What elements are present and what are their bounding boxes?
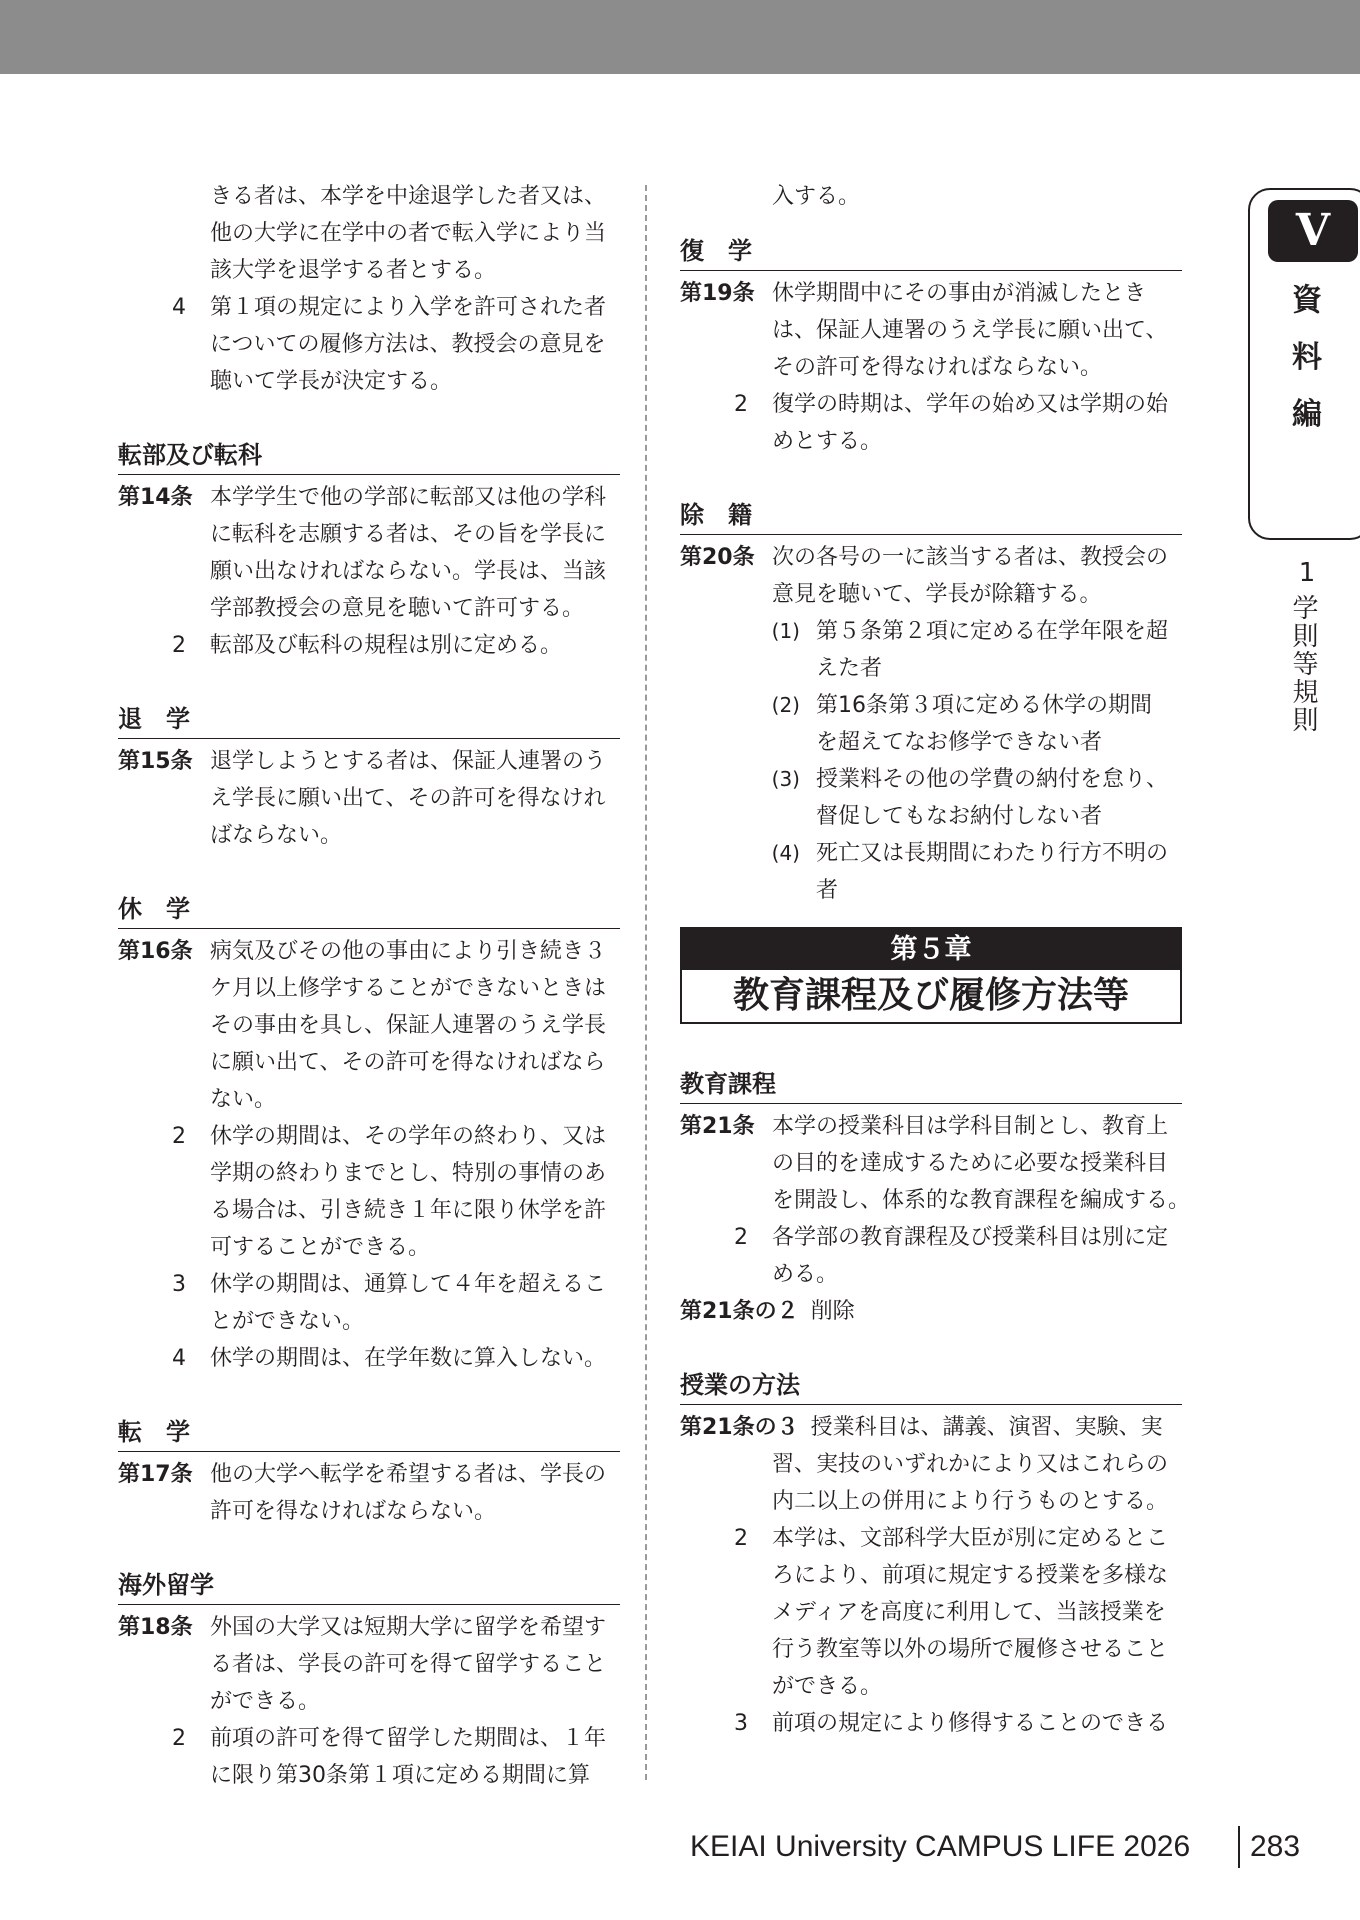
- text-line: 行う教室等以外の場所で履修させること: [772, 1637, 1169, 1662]
- text-line: メディアを高度に利用して、当該授業を: [772, 1600, 1166, 1625]
- text-line: ばならない。: [210, 823, 343, 848]
- text-line: 意見を聴いて、学長が除籍する。: [772, 582, 1102, 607]
- text-line: ない。: [210, 1087, 277, 1112]
- paragraph-number: 2: [734, 1225, 748, 1250]
- text-line: 者: [816, 878, 839, 903]
- text-line: きる者は、本学を中途退学した者又は、: [210, 184, 607, 209]
- article-label: 第19条: [680, 281, 755, 306]
- text-line: 他の大学へ転学を希望する者は、学長の: [210, 1462, 607, 1487]
- text-line: 授業料その他の学費の納付を怠り、: [816, 767, 1169, 792]
- article-label: 第15条: [118, 749, 193, 774]
- section-heading: 休 学: [118, 891, 620, 929]
- text-line: に願い出て、その許可を得なければなら: [210, 1050, 606, 1075]
- text-line: 各学部の教育課程及び授業科目は別に定: [772, 1225, 1169, 1250]
- text-line: は、保証人連署のうえ学長に願い出て、: [772, 318, 1168, 343]
- text-line: の目的を達成するために必要な授業科目: [772, 1151, 1169, 1176]
- text-line: 第５条第２項に定める在学年限を超: [816, 619, 1169, 644]
- text-line: 休学の期間は、その学年の終わり、又は: [210, 1124, 607, 1149]
- item-number: (3): [771, 767, 800, 791]
- article-label: 第14条: [118, 485, 193, 510]
- top-header-bar: [0, 0, 1360, 74]
- text-line: 内二以上の併用により行うものとする。: [772, 1489, 1169, 1514]
- text-line: 転部及び転科の規程は別に定める。: [210, 633, 563, 658]
- text-line: 習、実技のいずれかにより又はこれらの: [772, 1452, 1169, 1477]
- text-line: 願い出なければならない。学長は、当該: [210, 559, 607, 584]
- side-tab-char: 編: [1292, 397, 1322, 432]
- paragraph-number: 2: [172, 1124, 186, 1149]
- item-number: (4): [771, 841, 800, 865]
- text-line: その許可を得なければならない。: [772, 355, 1103, 380]
- text-line: に転科を志願する者は、その旨を学長に: [210, 522, 607, 547]
- article-label: 第21条: [680, 1114, 755, 1139]
- text-line: 病気及びその他の事由により引き続き３: [210, 939, 607, 964]
- text-line: え学長に願い出て、その許可を得なけれ: [210, 786, 606, 811]
- text-line: 許可を得なければならない。: [210, 1499, 497, 1524]
- text-line: める。: [772, 1262, 839, 1287]
- article-label: 第21条の３: [680, 1415, 799, 1440]
- text-line: を超えてなお修学できない者: [816, 730, 1103, 755]
- text-line: 死亡又は長期間にわたり行方不明の: [816, 841, 1169, 866]
- text-line: ろにより、前項に規定する授業を多様な: [772, 1563, 1169, 1588]
- section-heading: 転部及び転科: [118, 437, 620, 475]
- text-line: 次の各号の一に該当する者は、教授会の: [772, 545, 1169, 570]
- footer-separator: [1238, 1826, 1240, 1868]
- section-heading: 授業の方法: [680, 1367, 1182, 1405]
- chapter-box: [680, 927, 1182, 1024]
- section-badge: V: [1268, 200, 1358, 262]
- side-tab-char: 資: [1292, 283, 1322, 318]
- right-column: [680, 178, 1191, 1742]
- item-number: (2): [771, 693, 800, 717]
- text-line: 学部教授会の意見を聴いて許可する。: [210, 596, 585, 621]
- section-heading: 復 学: [680, 233, 1182, 271]
- section-heading: 退 学: [118, 701, 620, 739]
- text-line: る者は、学長の許可を得て留学すること: [210, 1652, 607, 1677]
- text-line: ケ月以上修学することができないときは: [210, 976, 607, 1001]
- page-number: 283: [1250, 1830, 1301, 1863]
- text-line: 休学期間中にその事由が消滅したとき: [772, 281, 1147, 306]
- column-divider: [645, 185, 647, 1780]
- text-line: 他の大学に在学中の者で転入学により当: [210, 221, 607, 246]
- article-label: 第20条: [680, 545, 755, 570]
- chapter-title: 教育課程及び履修方法等: [732, 975, 1129, 1016]
- text-line: 退学しようとする者は、保証人連署のう: [210, 749, 607, 774]
- paragraph-number: 2: [734, 392, 748, 417]
- text-line: その事由を具し、保証人連署のうえ学長: [210, 1013, 607, 1038]
- paragraph-number: 2: [172, 1726, 186, 1751]
- article-label: 第21条の２: [680, 1299, 799, 1324]
- text-line: とができない。: [210, 1309, 365, 1334]
- text-line: 第16条第３項に定める休学の期間: [816, 693, 1152, 718]
- text-line: めとする。: [772, 429, 883, 454]
- text-line: 聴いて学長が決定する。: [210, 369, 453, 394]
- text-line: に限り第30条第１項に定める期間に算: [210, 1763, 590, 1788]
- paragraph-number: 3: [734, 1711, 748, 1736]
- text-line: 可することができる。: [210, 1235, 431, 1260]
- section-heading: 教育課程: [680, 1066, 1182, 1104]
- text-line: 督促してもなお納付しない者: [816, 804, 1103, 829]
- paragraph-number: 2: [172, 633, 186, 658]
- text-line: 外国の大学又は短期大学に留学を希望す: [210, 1615, 607, 1640]
- paragraph-number: 4: [172, 1346, 186, 1371]
- text-line: 本学は、文部科学大臣が別に定めるとこ: [772, 1526, 1169, 1551]
- text-line: についての履修方法は、教授会の意見を: [210, 332, 606, 357]
- text-line: 復学の時期は、学年の始め又は学期の始: [772, 392, 1169, 417]
- chapter-number: 第５章: [682, 929, 1180, 970]
- side-tab-char: 料: [1292, 340, 1322, 375]
- item-number: (1): [771, 619, 800, 643]
- text-line: えた者: [816, 656, 883, 681]
- section-heading: 除 籍: [680, 497, 1182, 535]
- paragraph-number: 2: [734, 1526, 748, 1551]
- article-label: 第16条: [118, 939, 193, 964]
- article-label: 第18条: [118, 1615, 193, 1640]
- text-line: 前項の規定により修得することのできる: [772, 1711, 1169, 1736]
- section-heading: 海外留学: [118, 1567, 620, 1605]
- paragraph-number: 3: [172, 1272, 186, 1297]
- text-line: 入する。: [772, 184, 861, 209]
- left-column: [118, 178, 620, 1794]
- text-line: 本学学生で他の学部に転部又は他の学科: [210, 485, 607, 510]
- text-line: を開設し、体系的な教育課程を編成する。: [772, 1188, 1191, 1213]
- section-heading: 転 学: [118, 1414, 620, 1452]
- text-line: 該大学を退学する者とする。: [210, 258, 497, 283]
- text-line: 休学の期間は、在学年数に算入しない。: [210, 1346, 607, 1371]
- text-line: 学期の終わりまでとし、特別の事情のあ: [210, 1161, 607, 1186]
- text-line: 第１項の規定により入学を許可された者: [210, 295, 607, 320]
- text-line: ができる。: [210, 1689, 321, 1714]
- article-label: 第17条: [118, 1462, 193, 1487]
- footer-title: KEIAI University CAMPUS LIFE 2026: [690, 1830, 1191, 1863]
- text-line: 授業科目は、講義、演習、実験、実: [810, 1415, 1163, 1440]
- text-line: 削除: [810, 1299, 855, 1324]
- text-line: 休学の期間は、通算して４年を超えるこ: [210, 1272, 607, 1297]
- text-line: る場合は、引き続き１年に限り休学を許: [210, 1198, 607, 1223]
- text-line: 前項の許可を得て留学した期間は、１年: [210, 1726, 607, 1751]
- side-section-number: 1: [1298, 558, 1316, 588]
- paragraph-number: 4: [172, 295, 186, 320]
- text-line: 本学の授業科目は学科目制とし、教育上: [772, 1114, 1169, 1139]
- text-line: ができる。: [772, 1674, 883, 1699]
- side-section-label: 学則等規則: [1288, 594, 1318, 734]
